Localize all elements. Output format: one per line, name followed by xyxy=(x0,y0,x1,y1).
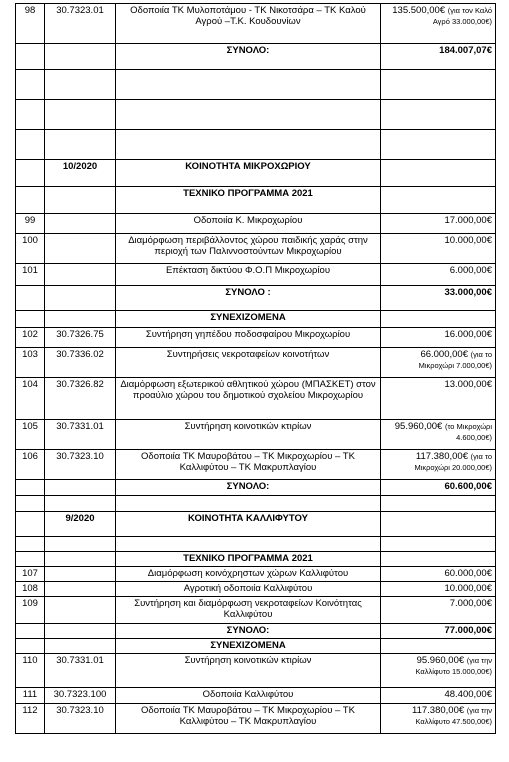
row-number: 107 xyxy=(22,568,38,579)
amount-cell xyxy=(381,496,496,512)
project-description-cell xyxy=(116,420,381,450)
amount: 77.000,00€ xyxy=(444,625,492,636)
account-code: 30.7336.02 xyxy=(56,349,104,360)
table-row xyxy=(16,348,496,378)
project-description: ΚΟΙΝΟΤΗΤΑ ΜΙΚΡΟΧΩΡΙΟΥ xyxy=(185,161,311,172)
row-number-cell xyxy=(16,654,45,688)
row-number: 106 xyxy=(22,451,38,462)
amount: 135.500,00€ xyxy=(392,5,446,16)
amount-cell xyxy=(381,567,496,582)
table-row xyxy=(16,496,496,512)
project-description-cell xyxy=(116,70,381,100)
amount: 13.000,00€ xyxy=(444,379,492,390)
amount: 60.000,00€ xyxy=(444,568,492,579)
amount: 184.007,07€ xyxy=(439,45,492,56)
project-description: Επέκταση δικτύου Φ.Ο.Π Μικροχωρίου xyxy=(165,265,331,276)
table-row xyxy=(16,214,496,234)
amount-cell xyxy=(381,624,496,639)
amount-cell xyxy=(381,450,496,480)
project-description-cell xyxy=(116,264,381,286)
project-description-cell xyxy=(116,654,381,688)
account-code-cell xyxy=(45,480,116,496)
amount-cell xyxy=(381,234,496,264)
row-number-cell xyxy=(16,420,45,450)
row-number: 111 xyxy=(22,689,38,700)
table-row xyxy=(16,420,496,450)
amount-cell xyxy=(381,378,496,420)
table-row xyxy=(16,4,496,44)
table-row xyxy=(16,328,496,348)
project-description: ΣΥΝΕΧΙΖΟΜΕΝΑ xyxy=(210,640,286,651)
row-number-cell xyxy=(16,597,45,624)
amount-cell xyxy=(381,420,496,450)
project-description-cell xyxy=(116,624,381,639)
project-description: Οδοποιία ΤΚ Μυλοποτάμου - ΤΚ Νικοτσάρα – ΤΚ Καλού Αγρού –Τ.Κ. Κουδουνίων xyxy=(130,5,366,27)
account-code: 30.7323.01 xyxy=(56,5,104,16)
table-row xyxy=(16,654,496,688)
project-description-cell xyxy=(116,311,381,328)
account-code-cell xyxy=(45,704,116,734)
account-code-cell xyxy=(45,234,116,264)
table-row xyxy=(16,639,496,654)
project-description: Οδοποιία Κ. Μικροχωρίου xyxy=(193,215,303,226)
account-code-cell xyxy=(45,348,116,378)
amount: 17.000,00€ xyxy=(444,215,492,226)
account-code: 30.7331.01 xyxy=(56,421,104,432)
amount-cell xyxy=(381,688,496,704)
project-description: Αγροτική οδοποιία Καλλιφύτου xyxy=(183,583,313,594)
account-code-cell xyxy=(45,328,116,348)
amount-cell xyxy=(381,537,496,552)
amount: 66.000,00€ xyxy=(420,349,468,360)
row-number-cell xyxy=(16,70,45,100)
account-code-cell xyxy=(45,552,116,567)
amount-note: (για την Καλλίφυτο 15.000,00€) xyxy=(415,656,492,676)
project-description: ΚΟΙΝΟΤΗΤΑ ΚΑΛΛΙΦΥΤΟΥ xyxy=(188,513,308,524)
project-description-cell xyxy=(116,130,381,160)
row-number-cell xyxy=(16,688,45,704)
account-code-cell xyxy=(45,378,116,420)
account-code-cell xyxy=(45,624,116,639)
project-description: Συντήρηση και διαμόρφωση νεκροταφείων Κοινότητας Καλλιφύτου xyxy=(134,598,362,620)
table-row xyxy=(16,160,496,187)
row-number-cell xyxy=(16,704,45,734)
amount: 95.960,00€ xyxy=(394,421,443,432)
amount: 117.380,00€ xyxy=(415,451,468,462)
amount-cell xyxy=(381,328,496,348)
amount-note: (για τον Καλό Αγρό 33.000,00€) xyxy=(432,6,492,26)
table-row xyxy=(16,567,496,582)
amount: 6.000,00€ xyxy=(449,265,492,276)
amount-cell xyxy=(381,704,496,734)
project-description-cell xyxy=(116,286,381,311)
account-code-cell xyxy=(45,597,116,624)
table-row xyxy=(16,624,496,639)
amount-cell xyxy=(381,214,496,234)
project-description-cell xyxy=(116,512,381,537)
project-description: Συντήρηση κοινοτικών κτιρίων xyxy=(184,421,312,432)
table-row xyxy=(16,552,496,567)
row-number: 105 xyxy=(22,421,38,432)
row-number-cell xyxy=(16,624,45,639)
amount-cell xyxy=(381,70,496,100)
project-description: ΣΥΝΟΛΟ: xyxy=(226,45,270,56)
account-code-cell xyxy=(45,214,116,234)
account-code-cell xyxy=(45,688,116,704)
project-description-cell xyxy=(116,44,381,70)
project-description: Διαμόρφωση περιβάλλοντος χώρου παιδικής χαράς στην περιοχή των Παλιννοστούντων Μικροχωρίου xyxy=(128,235,368,257)
amount: 16.000,00€ xyxy=(444,329,492,340)
account-code-cell xyxy=(45,187,116,214)
amount-cell xyxy=(381,264,496,286)
project-description-cell xyxy=(116,597,381,624)
account-code: 10/2020 xyxy=(62,161,98,172)
row-number-cell xyxy=(16,4,45,44)
row-number-cell xyxy=(16,537,45,552)
table-row xyxy=(16,187,496,214)
row-number: 99 xyxy=(24,215,36,226)
project-description-cell xyxy=(116,552,381,567)
amount: 48.400,00€ xyxy=(444,689,492,700)
row-number-cell xyxy=(16,44,45,70)
project-description-cell xyxy=(116,378,381,420)
amount-cell xyxy=(381,639,496,654)
account-code-cell xyxy=(45,496,116,512)
account-code-cell xyxy=(45,639,116,654)
account-code-cell xyxy=(45,130,116,160)
table-row xyxy=(16,234,496,264)
amount-cell xyxy=(381,582,496,597)
row-number-cell xyxy=(16,512,45,537)
amount: 95.960,00€ xyxy=(416,655,465,666)
amount-cell xyxy=(381,4,496,44)
row-number: 112 xyxy=(22,705,38,716)
table-row xyxy=(16,597,496,624)
row-number-cell xyxy=(16,160,45,187)
account-code-cell xyxy=(45,450,116,480)
account-code: 30.7326.75 xyxy=(56,329,104,340)
account-code-cell xyxy=(45,100,116,130)
row-number-cell xyxy=(16,348,45,378)
row-number-cell xyxy=(16,582,45,597)
amount-cell xyxy=(381,348,496,378)
row-number: 108 xyxy=(22,583,38,594)
row-number: 100 xyxy=(22,235,38,246)
project-description-cell xyxy=(116,4,381,44)
project-description: Διαμόρφωση κοινόχρηστων χώρων Καλλιφύτου xyxy=(147,568,349,579)
account-code-cell xyxy=(45,582,116,597)
row-number: 104 xyxy=(22,379,38,390)
amount-cell xyxy=(381,286,496,311)
table-row xyxy=(16,100,496,130)
amount-cell xyxy=(381,552,496,567)
table-row xyxy=(16,450,496,480)
table-row xyxy=(16,582,496,597)
table-row xyxy=(16,264,496,286)
project-description-cell xyxy=(116,234,381,264)
account-code: 30.7323.100 xyxy=(53,689,107,700)
account-code-cell xyxy=(45,420,116,450)
row-number-cell xyxy=(16,496,45,512)
project-description: ΣΥΝΟΛΟ: xyxy=(226,481,270,492)
account-code-cell xyxy=(45,537,116,552)
amount-note: (το Μικροχώρι 4.600,00€) xyxy=(444,422,492,442)
project-description-cell xyxy=(116,567,381,582)
table-row xyxy=(16,480,496,496)
row-number-cell xyxy=(16,130,45,160)
amount: 10.000,00€ xyxy=(444,583,492,594)
amount-cell xyxy=(381,160,496,187)
amount-cell xyxy=(381,597,496,624)
project-description-cell xyxy=(116,688,381,704)
table-row xyxy=(16,512,496,537)
table-row xyxy=(16,311,496,328)
project-description: Οδοποιία Καλλιφύτου xyxy=(202,689,294,700)
row-number-cell xyxy=(16,286,45,311)
project-description: Διαμόρφωση εξωτερικού αθλητικού χώρου (ΜΠΑΣΚΕΤ) στον προαύλιο χώρου του δημοτικού σχολείου Μικροχωρίου xyxy=(120,379,376,401)
project-description-cell xyxy=(116,348,381,378)
budget-document xyxy=(15,3,496,734)
table-row xyxy=(16,44,496,70)
project-description: Συντηρήσεις νεκροταφείων κοινοτήτων xyxy=(166,349,330,360)
account-code-cell xyxy=(45,70,116,100)
project-description: ΣΥΝΟΛΟ : xyxy=(225,287,271,298)
account-code-cell xyxy=(45,512,116,537)
budget-table-body xyxy=(16,4,496,734)
project-description-cell xyxy=(116,100,381,130)
amount: 10.000,00€ xyxy=(444,235,492,246)
account-code-cell xyxy=(45,264,116,286)
amount: 33.000,00€ xyxy=(444,287,492,298)
project-description: Συντήρηση κοινοτικών κτιρίων xyxy=(184,655,312,666)
amount-note: (για το Μικροχώρι 20.000,00€) xyxy=(414,452,492,472)
table-row xyxy=(16,704,496,734)
project-description: ΣΥΝΟΛΟ: xyxy=(226,625,270,636)
amount-note: (για την Καλλίφυτο 47.500,00€) xyxy=(415,706,492,726)
amount-cell xyxy=(381,480,496,496)
project-description-cell xyxy=(116,582,381,597)
account-code: 9/2020 xyxy=(65,513,95,524)
row-number: 109 xyxy=(22,598,38,609)
account-code-cell xyxy=(45,44,116,70)
account-code: 30.7326.82 xyxy=(56,379,104,390)
row-number: 98 xyxy=(24,5,36,16)
row-number-cell xyxy=(16,234,45,264)
project-description: ΤΕΧΝΙΚΟ ΠΡΟΓΡΑΜΜΑ 2021 xyxy=(183,188,313,199)
project-description-cell xyxy=(116,187,381,214)
table-row xyxy=(16,688,496,704)
account-code-cell xyxy=(45,160,116,187)
row-number-cell xyxy=(16,214,45,234)
row-number: 101 xyxy=(22,265,38,276)
budget-table xyxy=(15,3,496,734)
row-number-cell xyxy=(16,100,45,130)
account-code-cell xyxy=(45,4,116,44)
project-description-cell xyxy=(116,450,381,480)
account-code: 30.7323.10 xyxy=(56,451,104,462)
table-row xyxy=(16,537,496,552)
row-number-cell xyxy=(16,552,45,567)
table-row xyxy=(16,286,496,311)
amount: 60.600,00€ xyxy=(444,481,492,492)
row-number-cell xyxy=(16,187,45,214)
account-code-cell xyxy=(45,654,116,688)
account-code-cell xyxy=(45,286,116,311)
project-description: ΤΕΧΝΙΚΟ ΠΡΟΓΡΑΜΜΑ 2021 xyxy=(183,553,313,564)
amount-cell xyxy=(381,130,496,160)
project-description: Οδοποιία ΤΚ Μαυροβάτου – ΤΚ Μικροχωρίου – ΤΚ Καλλιφύτου – ΤΚ Μακρυπλαγίου xyxy=(141,705,355,727)
project-description-cell xyxy=(116,537,381,552)
row-number: 110 xyxy=(22,655,38,666)
row-number-cell xyxy=(16,639,45,654)
account-code: 30.7323.10 xyxy=(56,705,104,716)
row-number: 102 xyxy=(22,329,38,340)
project-description-cell xyxy=(116,639,381,654)
amount-cell xyxy=(381,100,496,130)
account-code: 30.7331.01 xyxy=(56,655,104,666)
table-row xyxy=(16,378,496,420)
project-description-cell xyxy=(116,704,381,734)
project-description-cell xyxy=(116,214,381,234)
amount-cell xyxy=(381,654,496,688)
amount-cell xyxy=(381,187,496,214)
project-description-cell xyxy=(116,328,381,348)
account-code-cell xyxy=(45,311,116,328)
row-number-cell xyxy=(16,567,45,582)
project-description: Συντήρηση γηπέδου ποδοσφαίρου Μικροχωρίου xyxy=(145,329,351,340)
project-description-cell xyxy=(116,496,381,512)
project-description: ΣΥΝΕΧΙΖΟΜΕΝΑ xyxy=(210,312,286,323)
row-number-cell xyxy=(16,378,45,420)
project-description: Οδοποιία ΤΚ Μαυροβάτου – ΤΚ Μικροχωρίου – ΤΚ Καλλιφύτου – ΤΚ Μακρυπλαγίου xyxy=(141,451,355,473)
amount-cell xyxy=(381,44,496,70)
row-number-cell xyxy=(16,450,45,480)
row-number-cell xyxy=(16,480,45,496)
project-description-cell xyxy=(116,160,381,187)
project-description-cell xyxy=(116,480,381,496)
amount-cell xyxy=(381,311,496,328)
row-number: 103 xyxy=(22,349,38,360)
amount: 7.000,00€ xyxy=(449,598,492,609)
row-number-cell xyxy=(16,328,45,348)
row-number-cell xyxy=(16,311,45,328)
amount: 117.380,00€ xyxy=(412,705,465,716)
amount-note: (για το Μικροχώρι 7.000,00€) xyxy=(418,350,492,370)
table-row xyxy=(16,130,496,160)
account-code-cell xyxy=(45,567,116,582)
row-number-cell xyxy=(16,264,45,286)
amount-cell xyxy=(381,512,496,537)
table-row xyxy=(16,70,496,100)
